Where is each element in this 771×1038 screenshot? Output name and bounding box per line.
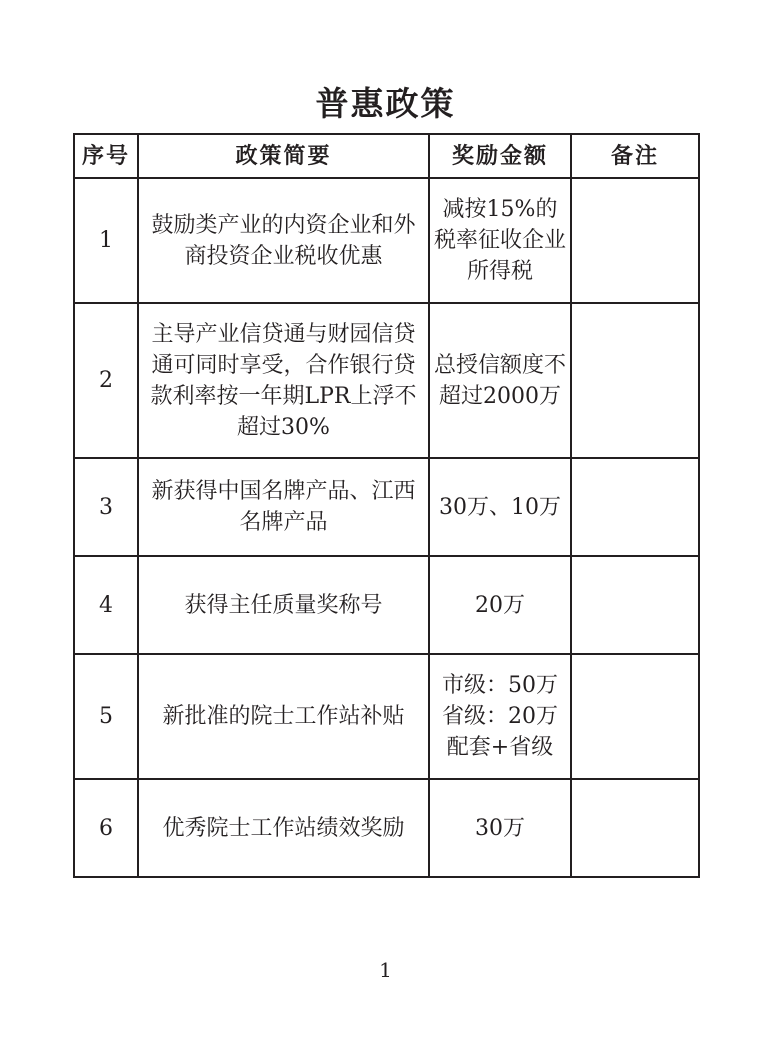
policy-summary <box>138 178 429 303</box>
policy-summary <box>138 303 429 458</box>
reward-amount <box>429 178 571 303</box>
policy-summary-text: 新获得中国名牌产品、江西名牌产品 <box>151 479 416 535</box>
note-cell <box>571 178 699 303</box>
reward-amount-text: 30万 <box>475 815 525 841</box>
row-number: 5 <box>74 654 138 779</box>
policy-summary-text: 获得主任质量奖称号 <box>184 592 383 618</box>
policy-table <box>73 133 700 878</box>
header-amount: 奖励金额 <box>429 134 571 178</box>
reward-amount-text: 总授信额度不超过2000万 <box>433 352 566 409</box>
table-row <box>74 458 699 556</box>
reward-amount <box>429 779 571 877</box>
header-no: 序号 <box>74 134 138 178</box>
header-note: 备注 <box>571 134 699 178</box>
table-header-row <box>74 134 699 178</box>
row-number: 2 <box>74 303 138 458</box>
reward-amount-text: 30万、10万 <box>439 494 561 520</box>
header-summary: 政策简要 <box>138 134 429 178</box>
note-cell <box>571 303 699 458</box>
note-cell <box>571 779 699 877</box>
policy-summary-text: 鼓励类产业的内资企业和外商投资企业税收优惠 <box>151 212 416 269</box>
policy-summary <box>138 556 429 654</box>
reward-amount-text: 减按15%的税率征收企业所得税 <box>433 197 566 284</box>
row-number: 1 <box>74 178 138 303</box>
table-row <box>74 178 699 303</box>
row-number: 6 <box>74 779 138 877</box>
reward-amount <box>429 556 571 654</box>
policy-summary <box>138 654 429 779</box>
page-title: 普惠政策 <box>315 84 456 123</box>
reward-amount-text: 20万 <box>475 592 525 618</box>
reward-amount <box>429 303 571 458</box>
reward-amount <box>429 654 571 779</box>
table-row <box>74 779 699 877</box>
row-number: 4 <box>74 556 138 654</box>
note-cell <box>571 458 699 556</box>
reward-amount-line: 市级：50万 <box>442 673 558 698</box>
row-number: 3 <box>74 458 138 556</box>
table-row <box>74 303 699 458</box>
table-row <box>74 654 699 779</box>
policy-summary-text: 优秀院士工作站绩效奖励 <box>162 815 405 841</box>
policy-summary <box>138 779 429 877</box>
policy-summary <box>138 458 429 556</box>
page-number: 1 <box>379 958 392 982</box>
table-row <box>74 556 699 654</box>
reward-amount-line: 配套+省级 <box>446 735 554 760</box>
note-cell <box>571 654 699 779</box>
policy-summary-text: 新批准的院士工作站补贴 <box>162 704 405 729</box>
policy-summary-text: 主导产业信贷通与财园信贷通可同时享受，合作银行贷款利率按一年期LPR上浮不超过30% <box>150 321 417 440</box>
reward-amount <box>429 458 571 556</box>
reward-amount-line: 省级：20万 <box>442 704 558 729</box>
note-cell <box>571 556 699 654</box>
